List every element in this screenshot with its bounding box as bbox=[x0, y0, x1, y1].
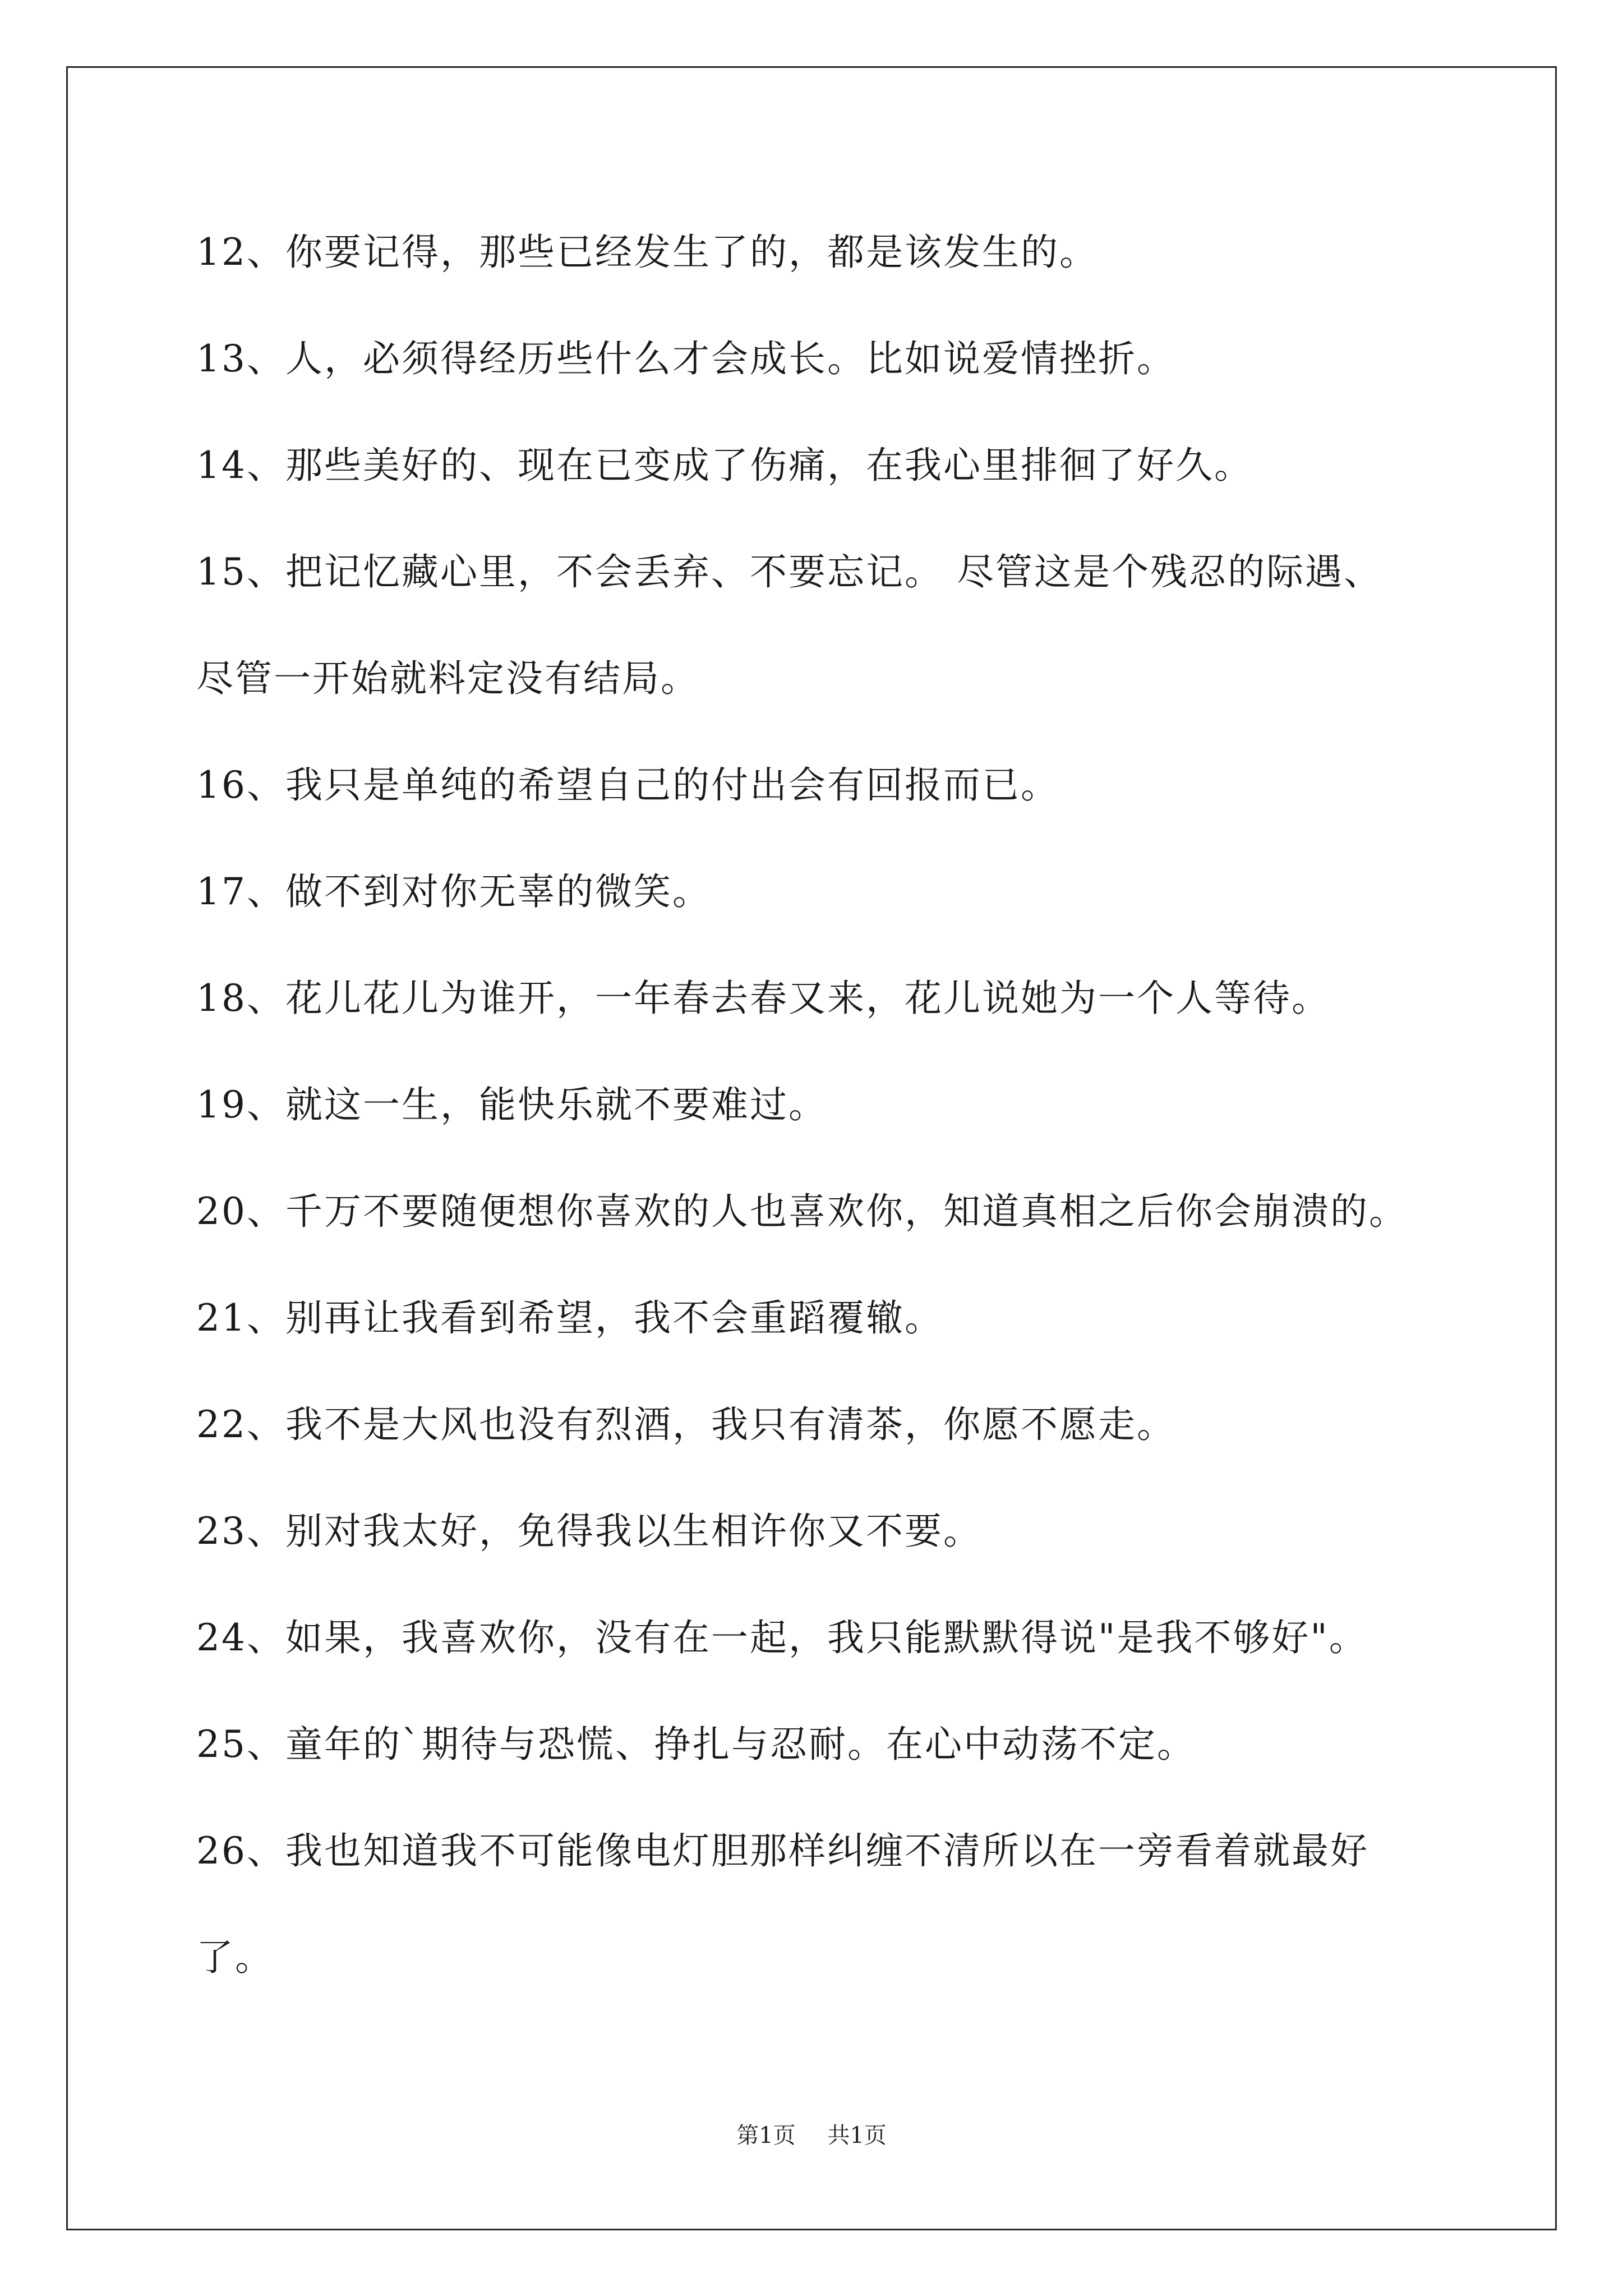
text-line: 12、你要记得，那些已经发生了的，都是该发生的。 bbox=[196, 231, 1098, 274]
page-footer bbox=[0, 2122, 1623, 2150]
text-line: 了。 bbox=[196, 1936, 274, 1979]
text-line: 19、就这一生，能快乐就不要难过。 bbox=[196, 1083, 827, 1126]
text-line: 22、我不是大风也没有烈酒，我只有清茶，你愿不愿走。 bbox=[196, 1403, 1175, 1446]
text-line: 13、人，必须得经历些什么才会成长。比如说爱情挫折。 bbox=[196, 337, 1175, 380]
text-line: 15、把记忆藏心里，不会丢弃、不要忘记。 尽管这是个残忍的际遇、 bbox=[196, 550, 1382, 593]
text-line: 14、那些美好的、现在已变成了伤痛，在我心里排徊了好久。 bbox=[196, 444, 1253, 487]
text-line: 23、别对我太好，免得我以生相许你又不要。 bbox=[196, 1510, 982, 1553]
text-line: 25、童年的`期待与恐慌、挣扎与忍耐。在心中动荡不定。 bbox=[196, 1723, 1196, 1766]
page-number: 第1页 bbox=[736, 2123, 796, 2148]
text-line: 17、做不到对你无辜的微笑。 bbox=[196, 870, 711, 913]
text-line: 20、千万不要随便想你喜欢的人也喜欢你，知道真相之后你会崩溃的。 bbox=[196, 1190, 1408, 1233]
text-line: 16、我只是单纯的希望自己的付出会有回报而已。 bbox=[196, 763, 1059, 807]
text-line: 24、如果，我喜欢你，没有在一起，我只能默默得说"是我不够好"。 bbox=[196, 1616, 1368, 1659]
text-line: 尽管一开始就料定没有结局。 bbox=[196, 657, 699, 700]
page-total: 共1页 bbox=[827, 2123, 887, 2148]
text-line: 21、别再让我看到希望，我不会重蹈覆辙。 bbox=[196, 1296, 943, 1340]
page-border bbox=[66, 66, 1557, 2230]
text-line: 18、花儿花儿为谁开，一年春去春又来，花儿说她为一个人等待。 bbox=[196, 977, 1330, 1020]
text-line: 26、我也知道我不可能像电灯胆那样纠缠不清所以在一旁看着就最好 bbox=[196, 1829, 1369, 1872]
